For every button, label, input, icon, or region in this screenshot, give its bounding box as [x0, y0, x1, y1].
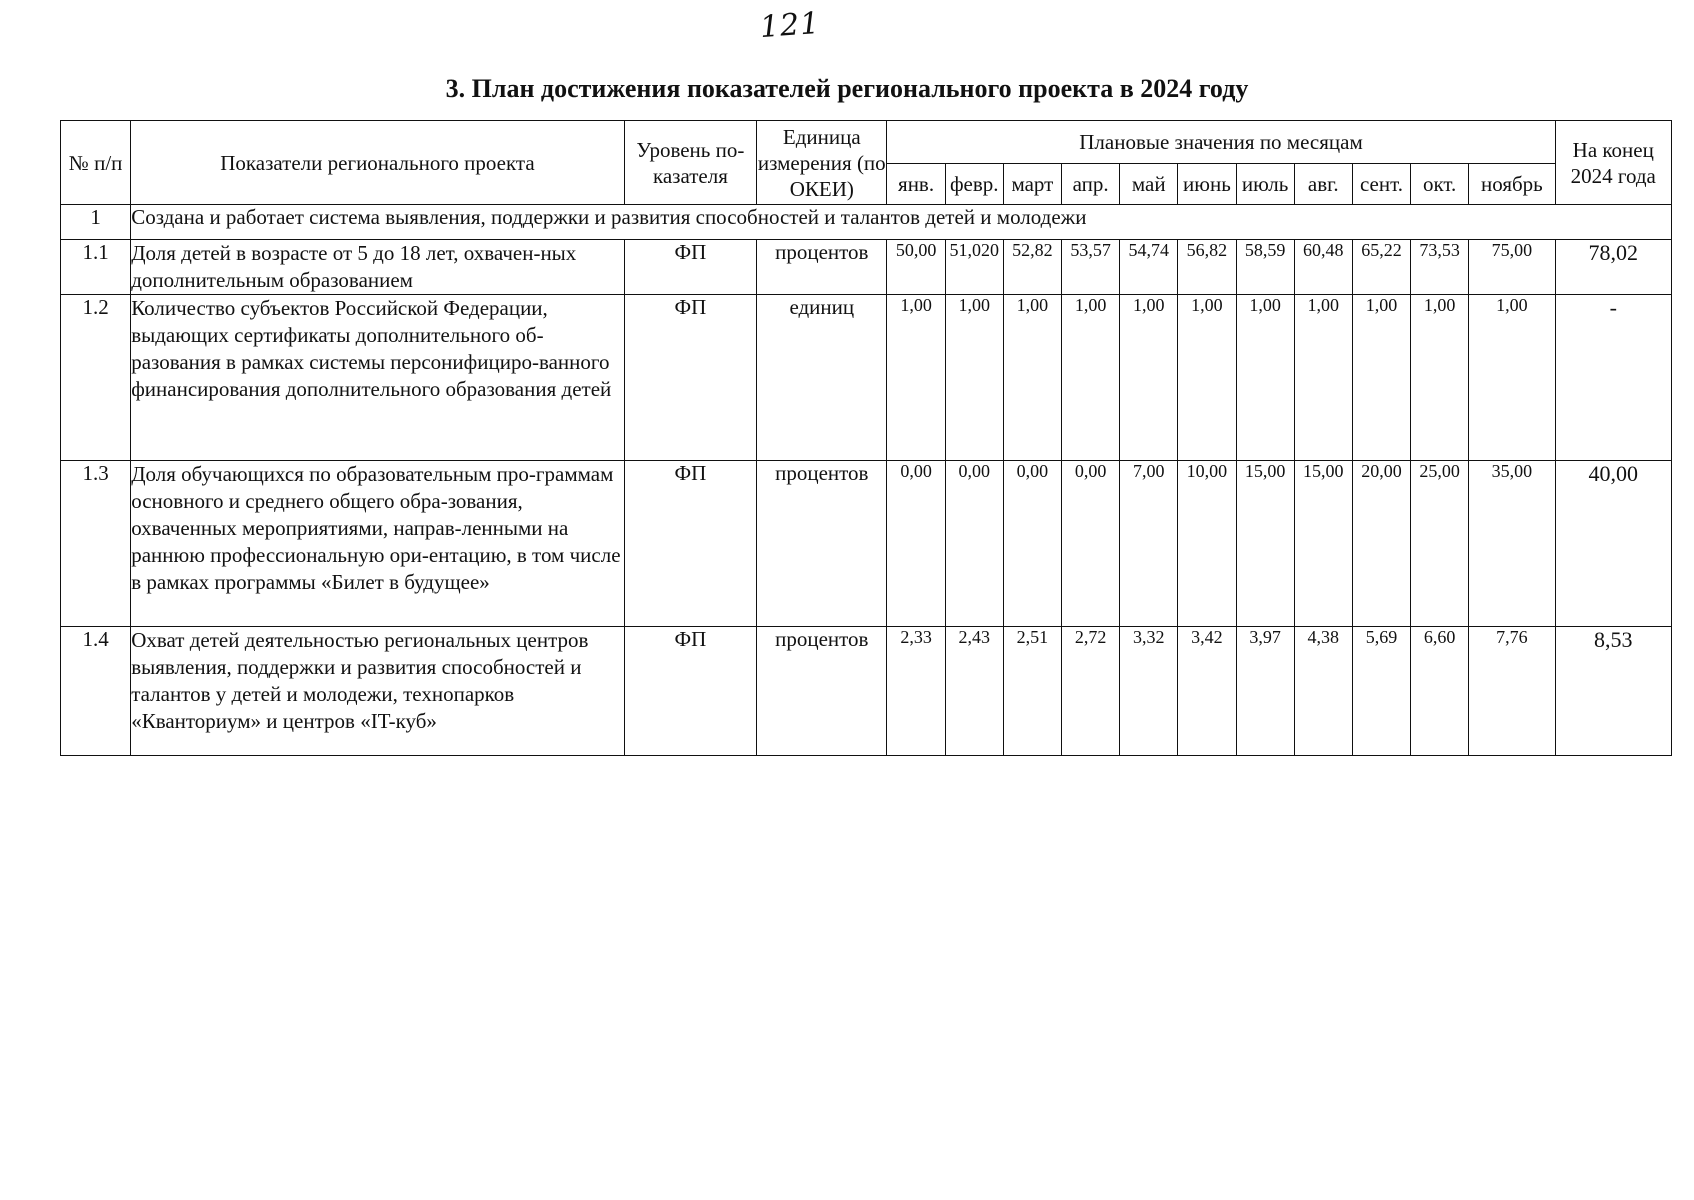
row-value-sep: 1,00 [1352, 295, 1410, 461]
row-value-jun: 10,00 [1178, 461, 1236, 627]
row-value-aug: 15,00 [1294, 461, 1352, 627]
table-row [61, 627, 1672, 756]
row-num: 1.3 [61, 461, 131, 627]
row-level: ФП [624, 295, 756, 461]
table-row [61, 240, 1672, 295]
header-level: Уровень по-казателя [624, 121, 756, 205]
row-value-apr: 53,57 [1062, 240, 1120, 295]
header-year-end: На конец 2024 года [1555, 121, 1671, 205]
row-value-aug: 1,00 [1294, 295, 1352, 461]
row-value-feb: 0,00 [945, 461, 1003, 627]
row-value-jan: 1,00 [887, 295, 945, 461]
row-indicator-name: Доля детей в возрасте от 5 до 18 лет, охвачен-ных дополнительным образованием [131, 240, 625, 295]
row-level: ФП [624, 240, 756, 295]
document-title: 3. План достижения показателей регионального проекта в 2024 году [445, 74, 1249, 103]
row-value-may: 3,32 [1120, 627, 1178, 756]
row-num: 1.2 [61, 295, 131, 461]
row-value-nov: 35,00 [1469, 461, 1555, 627]
row-value-mar: 2,51 [1003, 627, 1061, 756]
header-unit: Единица измерения (по ОКЕИ) [757, 121, 887, 205]
row-unit: процентов [757, 627, 887, 756]
row-value-feb: 1,00 [945, 295, 1003, 461]
row-value-jan: 2,33 [887, 627, 945, 756]
row-value-jul: 3,97 [1236, 627, 1294, 756]
row-year-end: 78,02 [1555, 240, 1671, 295]
row-value-apr: 0,00 [1062, 461, 1120, 627]
row-value-sep: 5,69 [1352, 627, 1410, 756]
row-num: 1.4 [61, 627, 131, 756]
row-value-jul: 58,59 [1236, 240, 1294, 295]
row-indicator-name: Количество субъектов Российской Федерации, выдающих сертификаты дополнительного об-разования в рамках системы персонифициро-ванного финансирования дополнительного образования детей [131, 295, 625, 461]
row-value-jun: 1,00 [1178, 295, 1236, 461]
table-row [61, 295, 1672, 461]
row-indicator-name: Охват детей деятельностью региональных центров выявления, поддержки и развития способностей и талантов у детей и молодежи, технопарков «Кванториум» и центров «IT-куб» [131, 627, 625, 756]
header-monthly: Плановые значения по месяцам [887, 121, 1555, 164]
row-value-apr: 1,00 [1062, 295, 1120, 461]
table-row [61, 461, 1672, 627]
header-month-apr: апр. [1062, 164, 1120, 205]
row-value-jun: 56,82 [1178, 240, 1236, 295]
header-month-jun: июнь [1178, 164, 1236, 205]
section-row [61, 205, 1672, 240]
header-month-sep: сент. [1352, 164, 1410, 205]
header-month-feb: февр. [945, 164, 1003, 205]
row-value-oct: 25,00 [1411, 461, 1469, 627]
row-year-end: 40,00 [1555, 461, 1671, 627]
row-year-end: - [1555, 295, 1671, 461]
row-value-jan: 0,00 [887, 461, 945, 627]
plan-table [60, 120, 1672, 756]
row-value-aug: 60,48 [1294, 240, 1352, 295]
header-month-nov: ноябрь [1469, 164, 1555, 205]
row-level: ФП [624, 461, 756, 627]
header-month-mar: март [1003, 164, 1061, 205]
header-month-jul: июль [1236, 164, 1294, 205]
row-unit: процентов [757, 461, 887, 627]
row-value-nov: 75,00 [1469, 240, 1555, 295]
row-value-feb: 2,43 [945, 627, 1003, 756]
section-num: 1 [61, 205, 131, 240]
row-value-feb: 51,020 [945, 240, 1003, 295]
row-value-may: 7,00 [1120, 461, 1178, 627]
row-value-oct: 73,53 [1411, 240, 1469, 295]
row-value-jun: 3,42 [1178, 627, 1236, 756]
row-value-aug: 4,38 [1294, 627, 1352, 756]
row-unit: единиц [757, 295, 887, 461]
row-value-jul: 15,00 [1236, 461, 1294, 627]
row-value-mar: 0,00 [1003, 461, 1061, 627]
row-unit: процентов [757, 240, 887, 295]
row-value-sep: 20,00 [1352, 461, 1410, 627]
row-value-oct: 1,00 [1411, 295, 1469, 461]
section-name: Создана и работает система выявления, поддержки и развития способностей и талантов детей и молодежи [131, 205, 1672, 240]
row-value-mar: 52,82 [1003, 240, 1061, 295]
row-value-mar: 1,00 [1003, 295, 1061, 461]
row-level: ФП [624, 627, 756, 756]
row-value-jan: 50,00 [887, 240, 945, 295]
row-value-nov: 7,76 [1469, 627, 1555, 756]
header-month-aug: авг. [1294, 164, 1352, 205]
header-num: № п/п [61, 121, 131, 205]
row-num: 1.1 [61, 240, 131, 295]
row-value-oct: 6,60 [1411, 627, 1469, 756]
row-year-end: 8,53 [1555, 627, 1671, 756]
row-value-may: 54,74 [1120, 240, 1178, 295]
row-value-nov: 1,00 [1469, 295, 1555, 461]
header-month-jan: янв. [887, 164, 945, 205]
row-value-jul: 1,00 [1236, 295, 1294, 461]
row-indicator-name: Доля обучающихся по образовательным про-граммам основного и среднего общего обра-зования, охваченных мероприятиями, направ-ленными на раннюю профессиональную ори-ентацию, в том числе в рамках программы «Билет в будущее» [131, 461, 625, 627]
row-value-sep: 65,22 [1352, 240, 1410, 295]
handwritten-page-number: 121 [758, 5, 822, 46]
header-indicator: Показатели регионального проекта [131, 121, 625, 205]
header-month-oct: окт. [1411, 164, 1469, 205]
header-month-may: май [1120, 164, 1178, 205]
row-value-may: 1,00 [1120, 295, 1178, 461]
row-value-apr: 2,72 [1062, 627, 1120, 756]
